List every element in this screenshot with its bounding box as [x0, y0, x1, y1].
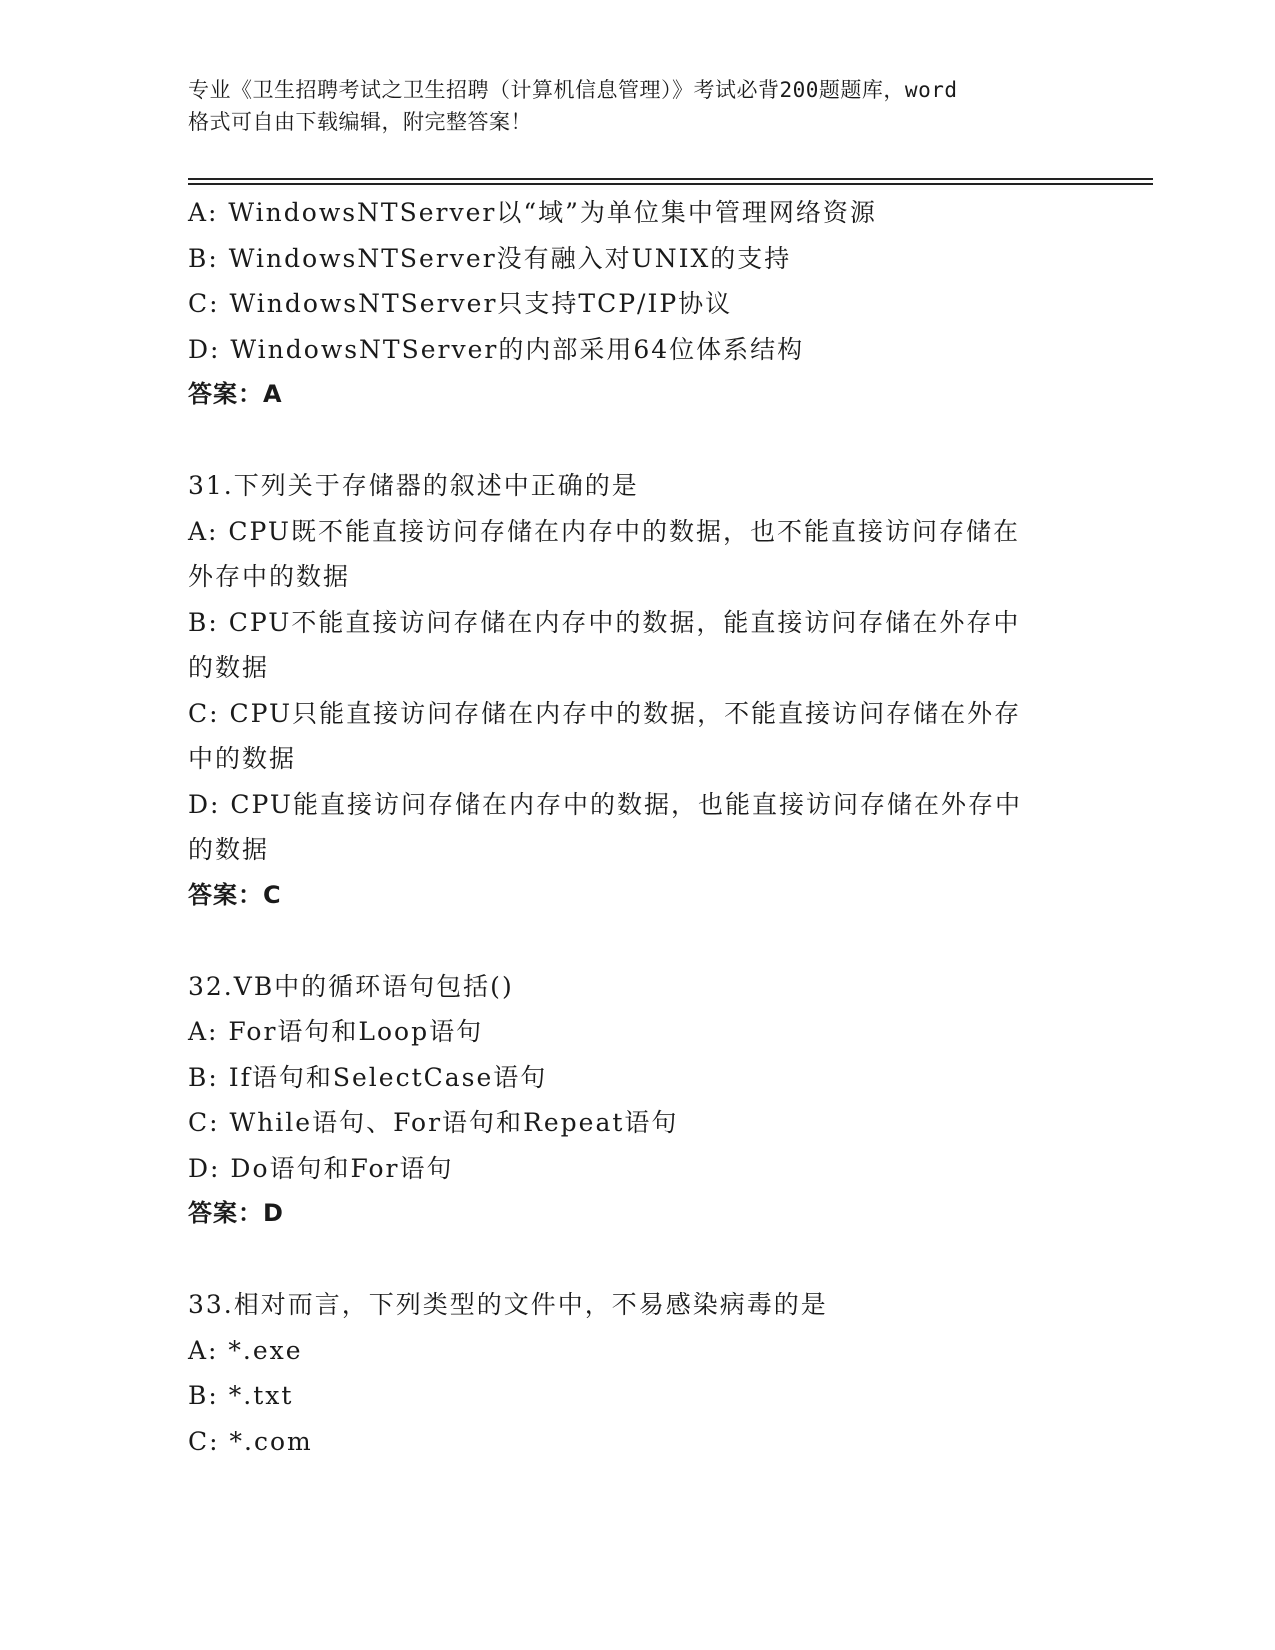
option-c: C: WindowsNTServer只支持TCP/IP协议	[188, 289, 733, 318]
option-b	[188, 600, 1073, 691]
option-d	[188, 782, 1073, 873]
header-divider-bottom	[188, 183, 1153, 185]
question-30-block	[188, 190, 1073, 418]
spacer	[188, 418, 1073, 464]
question-32-text: 32.VB中的循环语句包括()	[188, 971, 514, 1001]
page-header	[188, 74, 1088, 138]
question-33-text: 33.相对而言，下列类型的文件中，不易感染病毒的是	[188, 1290, 828, 1319]
option-a-line-1: A: CPU既不能直接访问存储在内存中的数据，也不能直接访问存储在	[188, 516, 1021, 546]
header-line-1: 专业《卫生招聘考试之卫生招聘（计算机信息管理）》考试必背200题题库，word	[188, 78, 958, 102]
option-a: A: For语句和Loop语句	[188, 1017, 484, 1046]
header-divider-top	[188, 178, 1153, 180]
option-c	[188, 691, 1073, 782]
spacer	[188, 1237, 1073, 1283]
spacer	[188, 918, 1073, 964]
option-c: C: While语句、For语句和Repeat语句	[188, 1108, 679, 1137]
answer-30: 答案：A	[188, 380, 283, 408]
question-32-block	[188, 964, 1073, 1237]
option-d: D: WindowsNTServer的内部采用64位体系结构	[188, 334, 805, 364]
answer-31: 答案：C	[188, 880, 282, 909]
option-c-line-2: 中的数据	[188, 744, 297, 773]
option-d-line-2: 的数据	[188, 835, 270, 864]
question-31-block	[188, 463, 1073, 918]
option-a: A: *.exe	[188, 1335, 303, 1365]
option-d-line-1: D: CPU能直接访问存储在内存中的数据，也能直接访问存储在外存中	[188, 789, 1022, 819]
document-body	[188, 190, 1073, 1464]
option-b: B: If语句和SelectCase语句	[188, 1062, 548, 1092]
question-31-text: 31.下列关于存储器的叙述中正确的是	[188, 471, 639, 500]
option-b-line-2: 的数据	[188, 653, 270, 682]
option-b: B: *.txt	[188, 1381, 294, 1410]
option-d: D: Do语句和For语句	[188, 1153, 454, 1183]
option-b: B: WindowsNTServer没有融入对UNIX的支持	[188, 243, 792, 273]
option-a: A: WindowsNTServer以“域”为单位集中管理网络资源	[188, 198, 877, 227]
option-c: C: *.com	[188, 1426, 313, 1456]
option-c-line-1: C: CPU只能直接访问存储在内存中的数据，不能直接访问存储在外存	[188, 698, 1022, 728]
header-line-2: 格式可自由下载编辑，附完整答案！	[188, 110, 532, 134]
question-33-block	[188, 1282, 1073, 1464]
option-a-line-2: 外存中的数据	[188, 562, 351, 591]
answer-32: 答案：D	[188, 1199, 284, 1227]
option-a	[188, 509, 1073, 600]
option-b-line-1: B: CPU不能直接访问存储在内存中的数据，能直接访问存储在外存中	[188, 607, 1021, 637]
